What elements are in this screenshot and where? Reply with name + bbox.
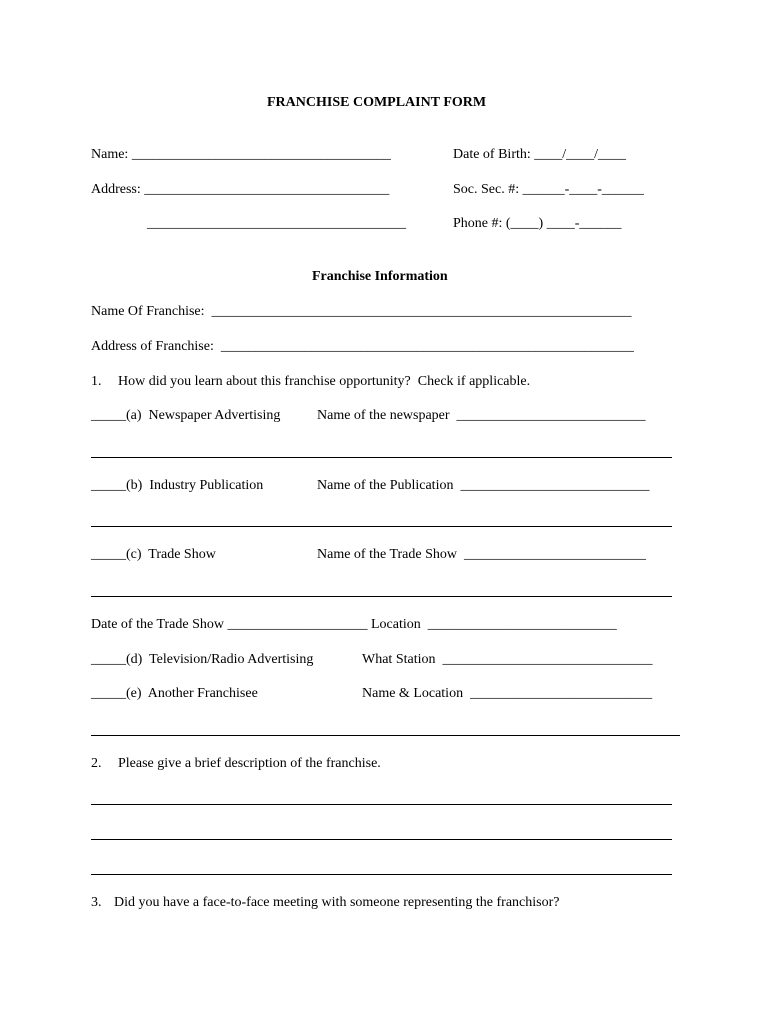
question-3-text: Did you have a face-to-face meeting with someone representing the franchisor? — [114, 895, 560, 910]
ssn-field[interactable]: Soc. Sec. #: ______-____-______ — [453, 182, 644, 197]
option-c-checkbox[interactable]: _____(c) Trade Show — [91, 547, 216, 562]
question-1-text: How did you learn about this franchise opportunity? Check if applicable. — [118, 374, 531, 389]
option-a-checkbox[interactable]: _____(a) Newspaper Advertising — [91, 408, 281, 423]
question-3-number: 3. — [91, 895, 102, 910]
page-title: FRANCHISE COMPLAINT FORM — [267, 95, 487, 110]
section-heading: Franchise Information — [312, 269, 448, 284]
option-e-detail-field[interactable]: Name & Location __________________________ — [362, 686, 653, 701]
option-c-detail-field[interactable]: Name of the Trade Show __________________________ — [317, 547, 646, 562]
answer-line[interactable] — [91, 804, 672, 805]
option-b-checkbox[interactable]: _____(b) Industry Publication — [91, 478, 264, 493]
question-1-number: 1. — [91, 374, 102, 389]
answer-line[interactable] — [91, 839, 672, 840]
answer-line[interactable] — [91, 526, 672, 527]
option-a-detail-field[interactable]: Name of the newspaper ___________________________ — [317, 408, 646, 423]
address-field[interactable]: Address: ___________________________________ — [91, 182, 390, 197]
franchise-address-field[interactable]: Address of Franchise: ___________________________________________________________ — [91, 339, 634, 354]
question-2-text: Please give a brief description of the franchise. — [118, 756, 381, 771]
option-d-checkbox[interactable]: _____(d) Television/Radio Advertising — [91, 652, 314, 667]
option-b-detail-field[interactable]: Name of the Publication ___________________________ — [317, 478, 650, 493]
answer-line[interactable] — [91, 596, 672, 597]
name-field[interactable]: Name: _____________________________________ — [91, 147, 391, 162]
question-2-number: 2. — [91, 756, 102, 771]
answer-line[interactable] — [91, 874, 672, 875]
phone-field[interactable]: Phone #: (____) ____-______ — [453, 216, 622, 231]
trade-show-date-field[interactable]: Date of the Trade Show ____________________ Location ___________________________ — [91, 617, 617, 632]
answer-line[interactable] — [91, 457, 672, 458]
option-d-detail-field[interactable]: What Station ______________________________ — [362, 652, 653, 667]
franchise-name-field[interactable]: Name Of Franchise: ____________________________________________________________ — [91, 304, 632, 319]
date-of-birth-field[interactable]: Date of Birth: ____/____/____ — [453, 147, 627, 162]
address-line2-field[interactable]: _____________________________________ — [147, 216, 406, 231]
option-e-checkbox[interactable]: _____(e) Another Franchisee — [91, 686, 258, 701]
answer-line[interactable] — [91, 735, 680, 736]
